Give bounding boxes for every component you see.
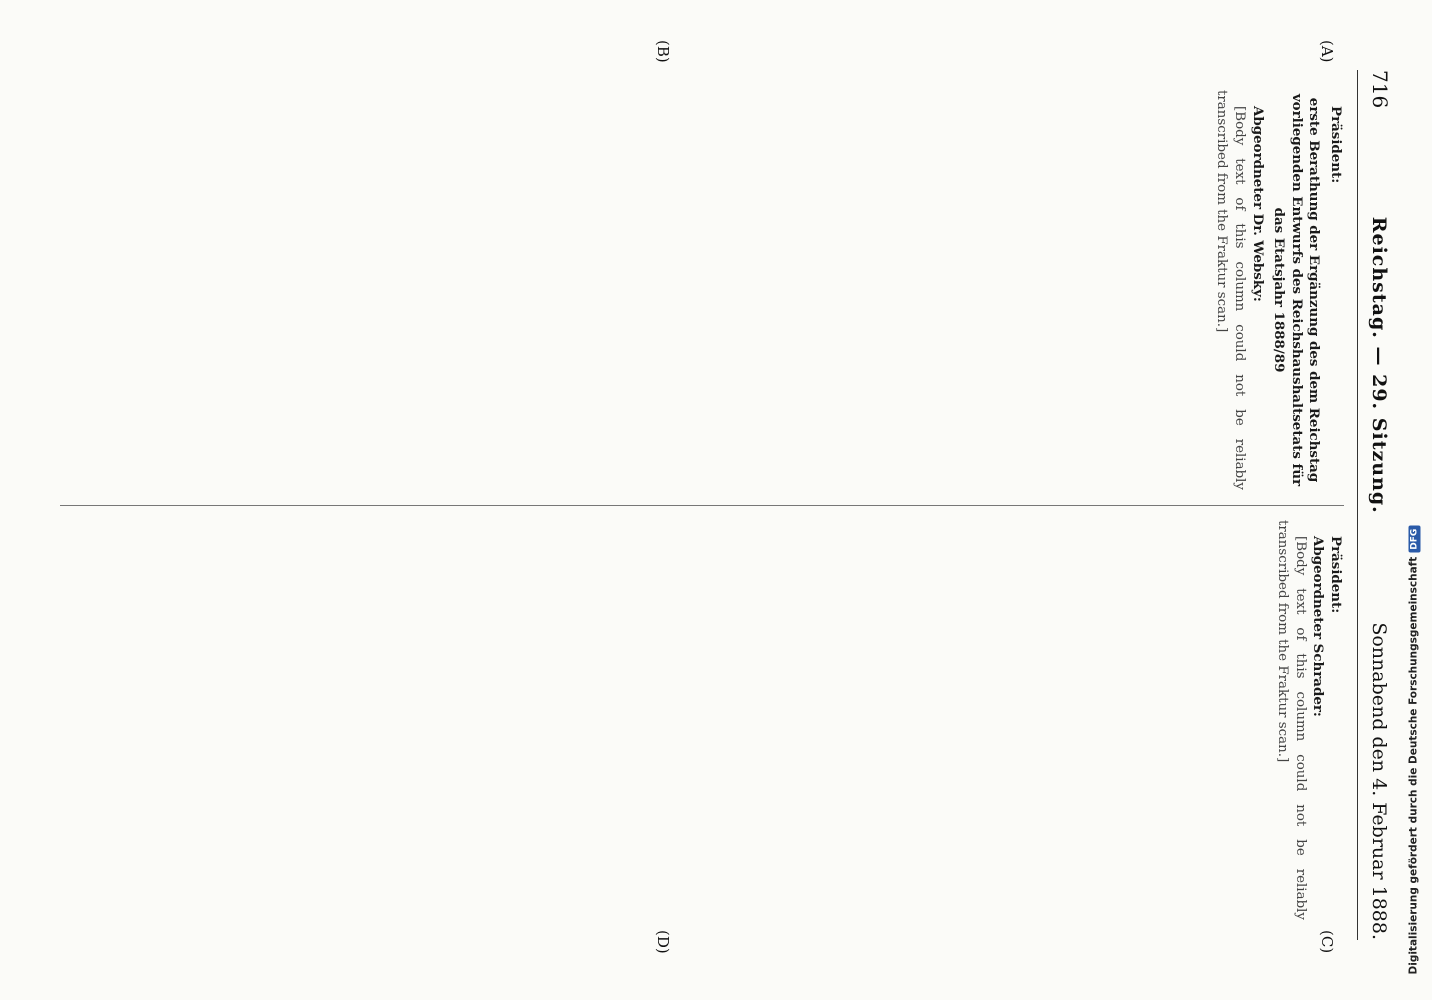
margin-mark-b: (B) <box>654 40 672 63</box>
right-text-column <box>60 520 1344 920</box>
margin-mark-d: (D) <box>654 930 672 954</box>
digitization-credit <box>1404 0 1428 1000</box>
credit-text: Digitalisierung gefördert durch die Deutsche Forschungsgemeinschaft <box>1407 556 1420 975</box>
right-speaker-2: Abgeordneter Schrader: <box>1310 536 1327 717</box>
right-speaker-1: Präsident: <box>1328 536 1344 614</box>
header-rule <box>1357 70 1358 940</box>
column-divider <box>60 505 1344 506</box>
right-column-note: [Body text of this column could not be reliably transcribed from the Fraktur scan.] <box>1275 520 1308 920</box>
session-date: Sonnabend den 4. Februar 1888. <box>1368 622 1390 940</box>
left-speaker-1: Präsident: <box>1328 106 1344 184</box>
left-text-column <box>60 90 1344 490</box>
session-title: Reichstag. — 29. Sitzung. <box>1368 216 1390 514</box>
dfg-logo: DFG <box>1409 526 1421 553</box>
agenda-heading: erste Berathung der Ergänzung des dem Reichstag vorliegenden Entwurfs des Reichshaushaltsetats für das Etatsjahr 1888/89 <box>1271 93 1323 487</box>
credit-line <box>1408 15 1421 975</box>
margin-mark-a: (A) <box>1318 40 1336 63</box>
page-header <box>1362 70 1392 940</box>
left-column-note: [Body text of this column could not be reliably transcribed from the Fraktur scan.] <box>1214 90 1248 490</box>
left-speaker-2: Abgeordneter Dr. Websky: <box>1249 106 1266 302</box>
page-number: 716 <box>1368 70 1392 109</box>
margin-mark-c: (C) <box>1318 930 1336 954</box>
